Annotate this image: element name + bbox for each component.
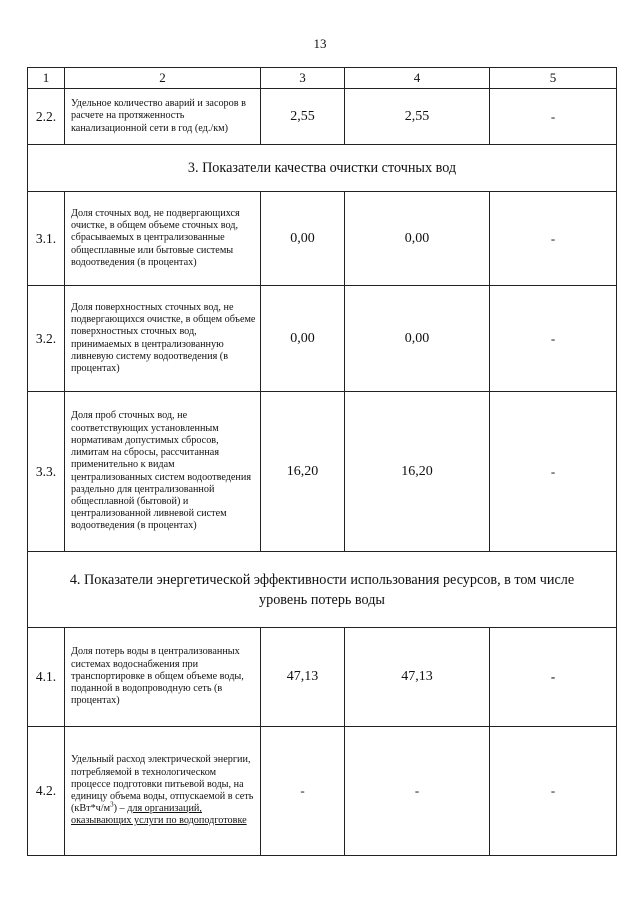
- value-col-4: 0,00: [345, 286, 490, 392]
- value-col-5: -: [490, 628, 617, 727]
- table-row: [28, 89, 617, 145]
- section-row: [28, 145, 617, 192]
- value-col-5: -: [490, 727, 617, 856]
- table-header-row: [28, 68, 617, 89]
- row-number: 3.2.: [28, 286, 65, 392]
- value-col-4: 0,00: [345, 192, 490, 286]
- value-col-4: -: [345, 727, 490, 856]
- section-row: [28, 552, 617, 628]
- value-col-3: 47,13: [261, 628, 345, 727]
- description-main: Удельный расход электрической энергии, потребляемой в технологическом процессе подготовки питьевой воды, на единицу объема воды, отпускаемой в сеть (кВт*ч/м: [71, 754, 254, 815]
- section-title: 4. Показатели энергетической эффективности использования ресурсов, в том числе уровень потерь воды: [28, 552, 617, 628]
- row-description: Доля сточных вод, не подвергающихся очистке, в общем объеме сточных вод, сбрасываемых в централизованные общесплавные или бытовые системы водоотведения (в процентах): [65, 192, 261, 286]
- value-col-3: 16,20: [261, 392, 345, 552]
- table-row: [28, 192, 617, 286]
- value-col-3: 0,00: [261, 192, 345, 286]
- value-col-3: -: [261, 727, 345, 856]
- table-row: [28, 628, 617, 727]
- value-col-3: 0,00: [261, 286, 345, 392]
- row-number: 2.2.: [28, 89, 65, 145]
- description-close: ) –: [113, 803, 128, 815]
- header-col-3: 3: [261, 68, 345, 89]
- row-number: 3.3.: [28, 392, 65, 552]
- value-col-4: 47,13: [345, 628, 490, 727]
- header-col-5: 5: [490, 68, 617, 89]
- superscript-exponent: 3: [110, 800, 114, 809]
- table-row: [28, 392, 617, 552]
- row-number: 4.1.: [28, 628, 65, 727]
- header-col-4: 4: [345, 68, 490, 89]
- value-col-3: 2,55: [261, 89, 345, 145]
- page-number: 13: [313, 36, 327, 51]
- value-col-4: 2,55: [345, 89, 490, 145]
- value-col-4: 16,20: [345, 392, 490, 552]
- table-row: [28, 727, 617, 856]
- table-row: [28, 286, 617, 392]
- value-col-5: -: [490, 392, 617, 552]
- row-description: Удельное количество аварий и засоров в расчете на протяженность канализационной сети в год (ед./км): [65, 89, 261, 145]
- row-description: Доля потерь воды в централизованных системах водоснабжения при транспортировке в общем объеме воды, поданной в водопроводную сеть (в процентах): [65, 628, 261, 727]
- row-number: 4.2.: [28, 727, 65, 856]
- header-col-1: 1: [28, 68, 65, 89]
- section-title: 3. Показатели качества очистки сточных вод: [28, 145, 617, 192]
- row-description: [65, 727, 261, 856]
- value-col-5: -: [490, 192, 617, 286]
- header-col-2: 2: [65, 68, 261, 89]
- row-number: 3.1.: [28, 192, 65, 286]
- value-col-5: -: [490, 286, 617, 392]
- row-description: Доля поверхностных сточных вод, не подвергающихся очистке, в общем объеме поверхностных сточных вод, принимаемых в централизованную ливневую систему водоотведения (в процентах): [65, 286, 261, 392]
- value-col-5: -: [490, 89, 617, 145]
- row-description: Доля проб сточных вод, не соответствующих установленным нормативам допустимых сбросов, лимитам на сбросы, рассчитанная применительно к видам централизованных систем водоотведения раздельно для централизованной общесплавной (бытовой) и централизованной ливневой систем водоотведения (в процентах): [65, 392, 261, 552]
- description-underlined: для организаций, оказывающих услуги по водоподготовке: [71, 803, 247, 827]
- indicators-table: [27, 67, 617, 856]
